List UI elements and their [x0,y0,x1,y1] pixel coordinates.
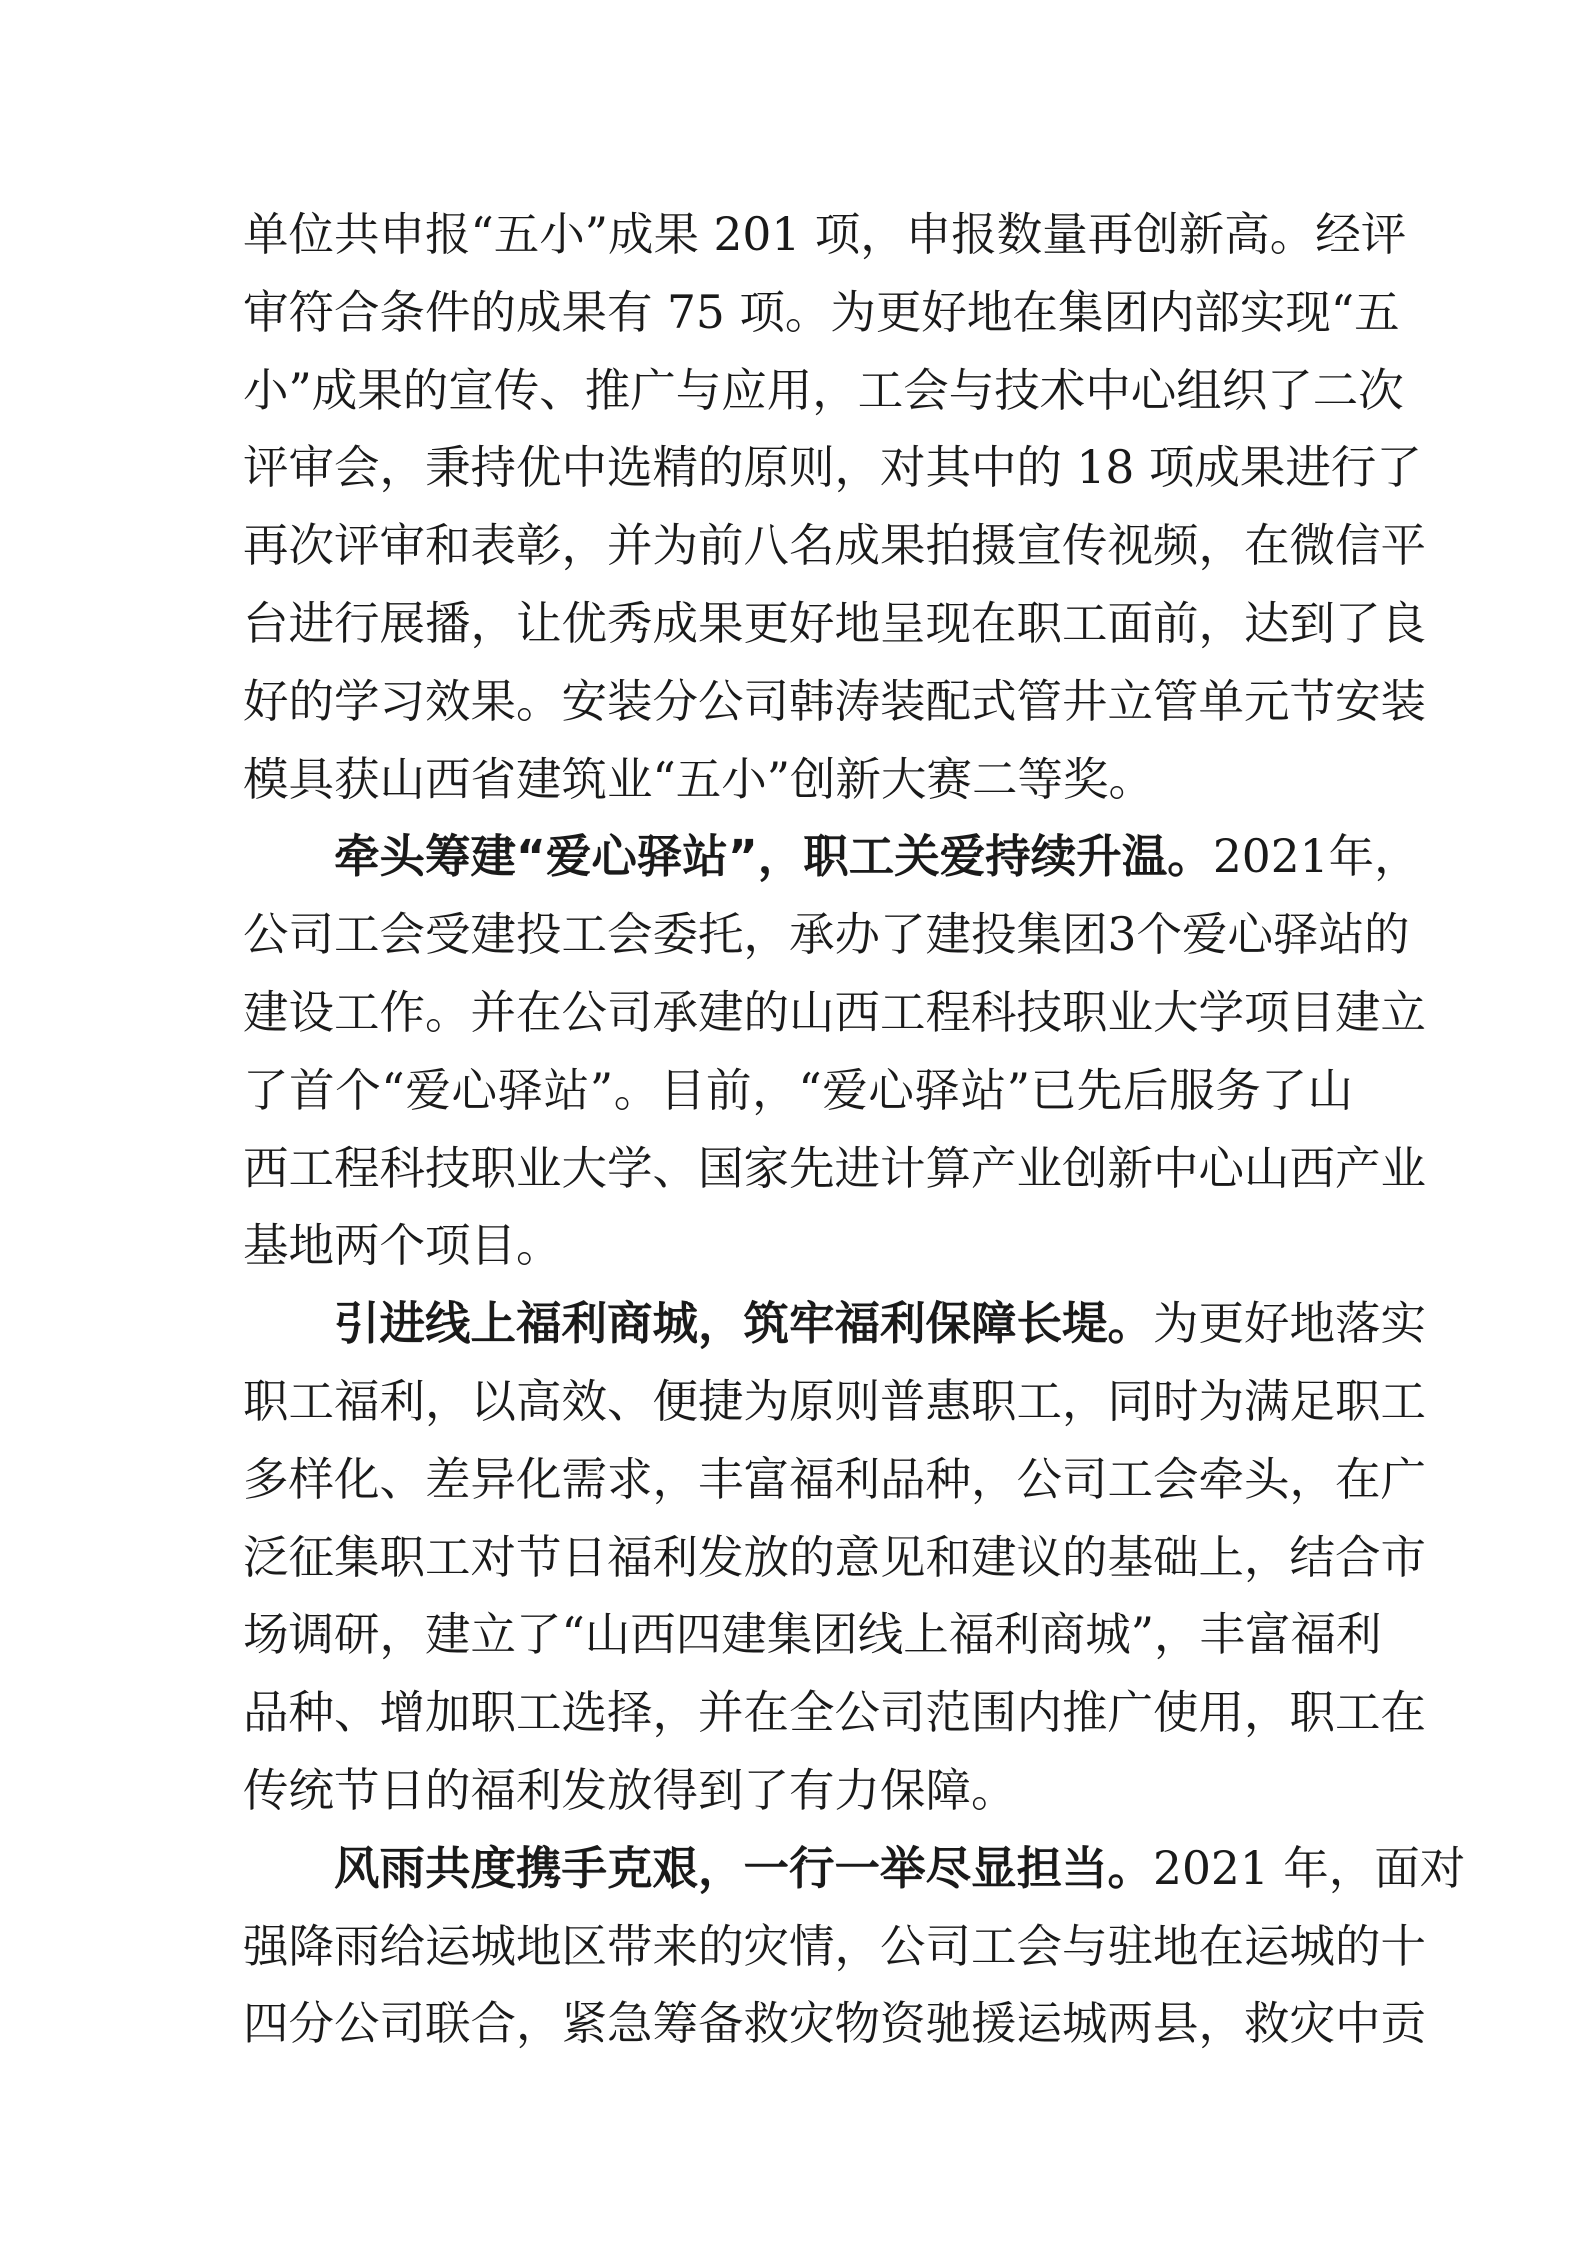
paragraph-love-station [243,818,1427,1285]
paragraph-first-line-text: 2021 年，面对 [1153,1841,1466,1895]
text-line: 好的学习效果。安装分公司韩涛装配式管井立管单元节安装 [243,674,1427,728]
text-line: 小”成果的宣传、推广与应用，工会与技术中心组织了二次 [243,363,1404,417]
text-line: 西工程科技职业大学、国家先进计算产业创新中心山西产业 [243,1141,1427,1195]
paragraph-first-line-text: 为更好地落实 [1153,1297,1427,1351]
text-line: 建设工作。并在公司承建的山西工程科技职业大学项目建立 [243,985,1427,1039]
text-line: 审符合条件的成果有 75 项。为更好地在集团内部实现“五 [243,285,1400,339]
paragraph-lead-heading: 牵头筹建“爱心驿站”，职工关爱持续升温。 [334,830,1213,884]
text-line: 评审会，秉持优中选精的原则，对其中的 18 项成果进行了 [243,441,1422,495]
text-line: 再次评审和表彰，并为前八名成果拍摄宣传视频，在微信平 [243,519,1427,573]
text-line: 传统节日的福利发放得到了有力保障。 [243,1763,1017,1817]
body-text [243,196,1466,2063]
paragraph-first-line [243,1285,1427,1363]
text-line: 品种、增加职工选择，并在全公司范围内推广使用，职工在 [243,1686,1427,1740]
text-line: 基地两个项目。 [243,1219,562,1273]
paragraph-first-line-text: 2021年， [1212,830,1420,884]
paragraph-welfare-mall [243,1285,1427,1830]
paragraph-first-line [243,818,1420,896]
paragraph-lead-heading: 风雨共度携手克艰，一行一举尽显担当。 [334,1841,1154,1895]
text-line: 四分公司联合，紧急筹备救灾物资驰援运城两县，救灾中贡 [243,1997,1427,2051]
paragraph-first-line [243,1830,1466,1908]
paragraph-disaster-relief [243,1830,1466,2063]
text-line: 模具获山西省建筑业“五小”创新大赛二等奖。 [243,752,1155,806]
text-line: 职工福利，以高效、便捷为原则普惠职工，同时为满足职工 [243,1374,1427,1428]
paragraph-five-small-achievements [243,196,1427,818]
text-line: 泛征集职工对节日福利发放的意见和建议的基础上，结合市 [243,1530,1427,1584]
paragraph-lead-heading: 引进线上福利商城，筑牢福利保障长堤。 [334,1297,1154,1351]
text-line: 强降雨给运城地区带来的灾情，公司工会与驻地在运城的十 [243,1919,1427,1973]
text-line: 了首个“爱心驿站”。目前，“爱心驿站”已先后服务了山 [243,1063,1353,1117]
text-line: 台进行展播，让优秀成果更好地呈现在职工面前，达到了良 [243,596,1427,650]
text-line: 多样化、差异化需求，丰富福利品种，公司工会牵头，在广 [243,1452,1427,1506]
text-line: 单位共申报“五小”成果 201 项，申报数量再创新高。经评 [243,208,1407,261]
text-line: 公司工会受建投工会委托，承办了建投集团3个爱心驿站的 [243,908,1410,962]
text-line: 场调研，建立了“山西四建集团线上福利商城”，丰富福利 [243,1608,1382,1662]
